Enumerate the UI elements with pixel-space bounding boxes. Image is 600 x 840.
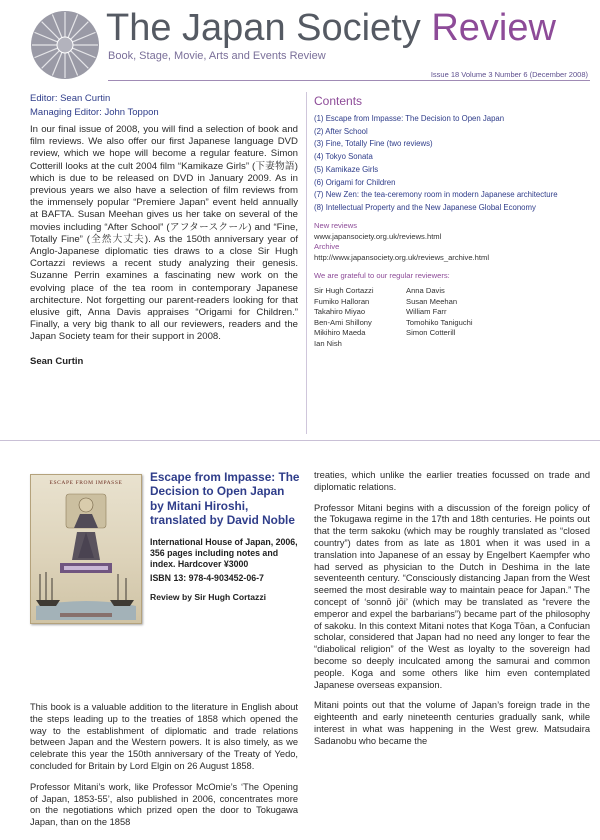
contents-item[interactable]: (6) Origami for Children: [314, 177, 396, 187]
masthead-subtitle: Book, Stage, Movie, Arts and Events Review: [108, 50, 326, 62]
reviewer-credit: Review by Sir Hugh Cortazzi: [150, 591, 267, 602]
review-paragraph: Mitani points out that the volume of Japan’s foreign trade in the eighteenth and early nineteenth centuries gradually sank, while interest in what was happening in the West grew. Matsudaira Sadanobu who became the: [314, 700, 590, 746]
editorial-signature: Sean Curtin: [30, 355, 84, 367]
review-heading: [150, 470, 300, 602]
contents-item[interactable]: (1) Escape from Impasse: The Decision to Open Japan: [314, 114, 505, 123]
contents-item[interactable]: (3) Fine, Totally Fine (two reviews): [314, 139, 433, 149]
reviewer-name: Anna Davis: [406, 286, 445, 296]
section-divider: [0, 440, 600, 441]
managing-editor-credit: Managing Editor: John Toppon: [30, 107, 159, 118]
review-paragraph: Professor Mitani’s work, like Professor McOmie’s ‘The Opening of Japan, 1853-55’, also published in 2006, concentrates more on the negotiations which prized open the door to Tokugawa Japan, than on the 1858: [30, 781, 298, 828]
editorial: [30, 92, 298, 367]
review-title: Escape from Impasse: The Decision to Open Japan by Mitani Hiroshi, translated by David Noble: [150, 470, 300, 527]
review-body-left: [30, 702, 298, 838]
column-divider: [306, 92, 307, 434]
reviewer-name: Takahiro Miyao: [314, 307, 366, 317]
book-cover-illustration: [30, 474, 142, 624]
book-cover-image: [30, 474, 142, 624]
chrysanthemum-emblem-icon: [30, 10, 100, 80]
issue-info: Issue 18 Volume 3 Number 6 (December 2008): [430, 70, 588, 79]
contents-item[interactable]: (7) New Zen: the tea-ceremony room in modern Japanese architecture: [314, 190, 558, 200]
reviewer-name: William Farr: [406, 307, 447, 317]
review-paragraph: Professor Mitani begins with a discussion of the foreign policy of the Tokugawa regime in the 17th and 18th centuries. He points out that the term sakoku (which may be roughly translated as “closed country”) dates from as late as 1801 when it was used in a translation into Japanese of an essay by Engelbert Kaempfer who had served as physician to the Dutch in Deshima in the late seventeenth century. “Consciously distancing Japan from the West seemed the most desirable way to maintain peace for Japan.” The concept of ‘sonnō jōi’ (which may be translated as “revere the emperor and expel the barbarians”) became part of the philosophy of sakoku. In this context Mitani notes that Koga Tōan, a Confucian scholar, considered that Japan had no need any longer to fear the “diabolical religion” of the West as loyalty to the sovereign had become so deeply inculcated among the samurai and common people. Koga and some others like him even contemplated Japanese overseas expansion.: [314, 502, 590, 690]
contents-item[interactable]: (4) Tokyo Sonata: [314, 152, 373, 162]
review-body-right: [314, 470, 590, 757]
new-reviews-link[interactable]: www.japansociety.org.uk/reviews.html: [314, 231, 442, 241]
sidebar: [314, 94, 590, 349]
reviewer-name: Sir Hugh Cortazzi: [314, 286, 374, 296]
new-reviews-label: New reviews: [314, 221, 358, 231]
review-links: [314, 221, 590, 263]
reviewer-name: Simon Cotterill: [406, 328, 456, 338]
reviewers-list: [314, 286, 590, 349]
contents-list: [314, 113, 590, 213]
reviewer-name: Mikihiro Maeda: [314, 328, 366, 338]
book-cover-title: ESCAPE FROM IMPASSE: [49, 480, 123, 486]
editor-credit: Editor: Sean Curtin: [30, 93, 111, 104]
reviewer-name: Susan Meehan: [406, 296, 458, 306]
contents-item[interactable]: (2) After School: [314, 126, 368, 136]
reviewers-column-left: [314, 286, 406, 349]
reviewer-name: Fumiko Halloran: [314, 296, 370, 306]
reviewers-column-right: [406, 286, 498, 349]
reviewer-name: Ben-Ami Shillony: [314, 317, 372, 327]
contents-item[interactable]: (8) Intellectual Property and the New Japanese Global Economy: [314, 202, 536, 212]
archive-label: Archive: [314, 242, 340, 252]
publication-details: International House of Japan, 2006, 356 pages including notes and index. Hardcover ¥3000: [150, 537, 298, 569]
archive-link[interactable]: http://www.japansociety.org.uk/reviews_archive.html: [314, 252, 490, 262]
editorial-body: In our final issue of 2008, you will find a selection of book and film reviews. We also offer our first Japanese language DVD review, which we hope will become a regular feature. Simon Cotterill looks at the cult 2004 film “Kamikaze Girls” (下妻物語) which is due to be released on DVD in January 2009. As in previous years we also have a selection of film reviews from the immensely popular “Premiere Japan” event held annually at BAFTA. Susan Meehan gives us her take on several of the movies including “After School” (アフタースクール) and “Fine, Totally Fine” (全然大丈夫). As the 150th anniversary year of Anglo-Japanese diplomatic ties draws to a close Sir Hugh Cortazzi reviews a recent study analyzing their genesis. Suzanne Perrin examines a fascinating new work on the evolving place of the tea room in contemporary Japanese architecture. Not forgetting our parent-readers looking for that elusive gift, Anna Davis appraises “Origami for Children.” Finally, a very big thank to all our reviewers, readers and the Japan Society team for their support in 2008.: [30, 124, 298, 343]
reviewer-name: Ian Nish: [314, 338, 342, 348]
contents-item[interactable]: (5) Kamikaze Girls: [314, 164, 379, 174]
masthead-rule: [108, 80, 590, 81]
reviewers-heading: We are grateful to our regular reviewers:: [314, 271, 450, 281]
review-paragraph: This book is a valuable addition to the literature in English about the steps leading up to the treaties of 1858 which opened the way to the establishment of diplomatic and trade relations between Japan and the Western powers. It is also timely, as we celebrate this year the 150th anniversary of the Treaty of Yedo, concluded for Britain by Lord Elgin on 26 August 1858.: [30, 702, 298, 771]
masthead: [0, 0, 600, 82]
masthead-title: The Japan Society Review: [106, 7, 556, 49]
isbn: ISBN 13: 978-4-903452-06-7: [150, 572, 264, 583]
review-paragraph: treaties, which unlike the earlier treaties focussed on trade and diplomatic relations.: [314, 470, 590, 492]
contents-title: Contents: [314, 94, 363, 108]
reviewer-name: Tomohiko Taniguchi: [406, 317, 473, 327]
